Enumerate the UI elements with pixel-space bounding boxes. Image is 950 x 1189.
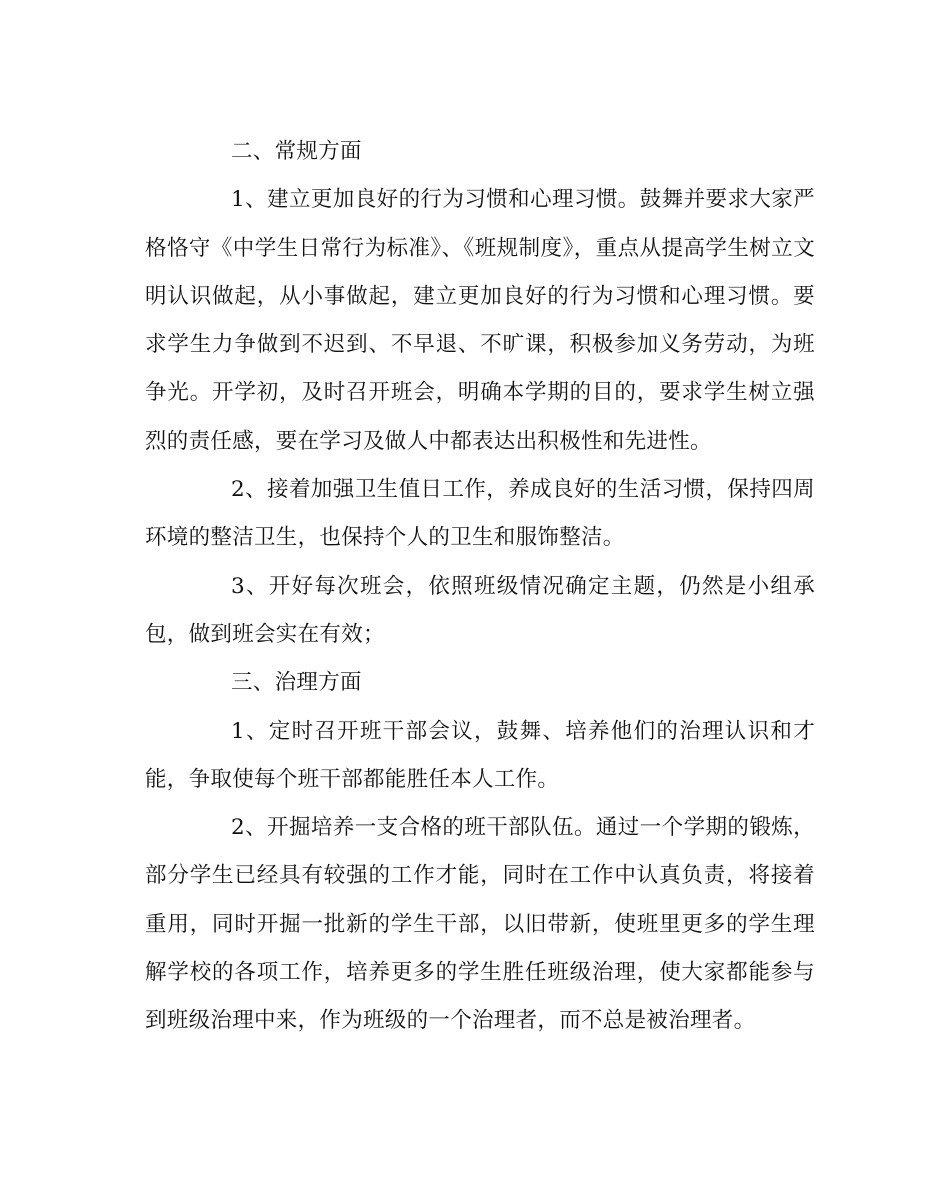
paragraph-management-1: 1、定时召开班干部会议，鼓舞、培养他们的治理认识和才能，争取使每个班干部都能胜任本人工作。 bbox=[145, 718, 815, 792]
section-heading-management: 三、治理方面 bbox=[231, 670, 362, 696]
paragraph-routine-1: 1、建立更加良好的行为习惯和心理习惯。鼓舞并要求大家严格恪守《中学生日常行为标准》、《班规制度》，重点从提高学生树立文明认识做起，从小事做起，建立更加良好的行为习惯和心理习惯。要求学生力争做到不迟到、不早退、不旷课，积极参加义务劳动，为班争光。开学初，及时召开班会，明确本学期的目的，要求学生树立强烈的责任感，要在学习及做人中都表达出积极性和先进性。 bbox=[145, 187, 815, 454]
document-body bbox=[145, 128, 815, 1046]
paragraph-routine-3: 3、开好每次班会，依照班级情况确定主题，仍然是小组承包，做到班会实在有效； bbox=[145, 573, 815, 647]
paragraph-routine-2: 2、接着加强卫生值日工作，养成良好的生活习惯，保持四周环境的整洁卫生，也保持个人的卫生和服饰整洁。 bbox=[145, 477, 815, 551]
paragraph-management-2: 2、开掘培养一支合格的班干部队伍。通过一个学期的锻炼，部分学生已经具有较强的工作才能，同时在工作中认真负责，将接着重用，同时开掘一批新的学生干部，以旧带新，使班里更多的学生理解学校的各项工作，培养更多的学生胜任班级治理，使大家都能参与到班级治理中来，作为班级的一个治理者，而不总是被治理者。 bbox=[145, 815, 815, 1034]
section-heading-routine: 二、常规方面 bbox=[231, 139, 362, 164]
